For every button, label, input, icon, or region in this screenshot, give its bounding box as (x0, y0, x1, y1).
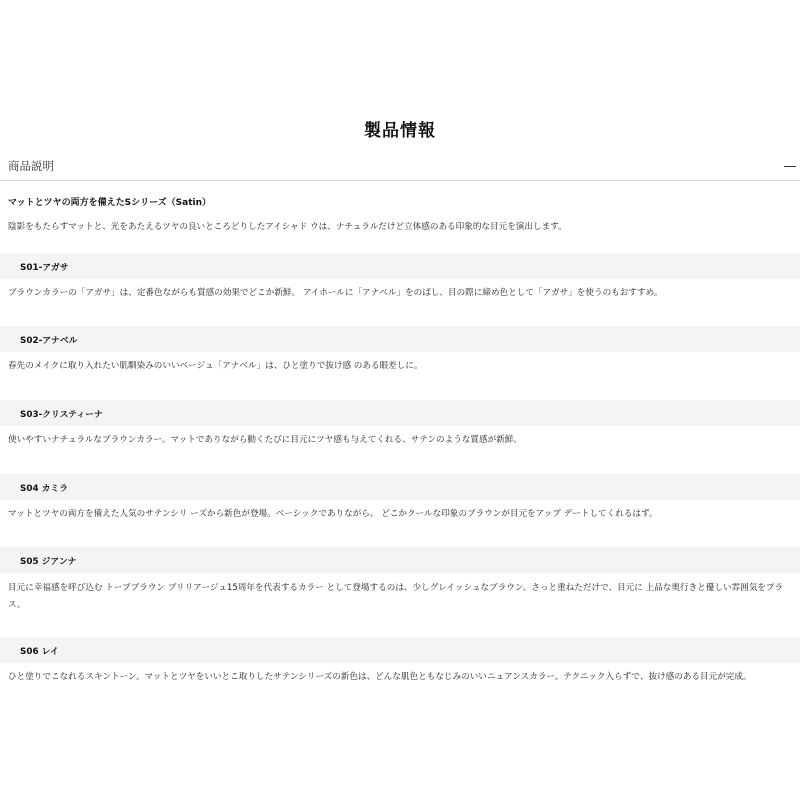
shade-name: S01-アガサ (20, 263, 69, 273)
shade-heading-band (0, 253, 800, 279)
shade-name: S03-クリスティーナ (20, 410, 103, 420)
series-heading: マットとツヤの両方を備えたSシリーズ（Satin） (8, 198, 212, 208)
product-description-accordion-header[interactable] (0, 152, 800, 181)
accordion-label: 商品説明 (8, 159, 54, 173)
shade-description: ブラウンカラーの「アガサ」は、定番色ながらも質感の効果でどこか新鮮。 アイホールに「アナベル」をのばし、目の際に締め色として「アガサ」を使うのもおすすめ。 (8, 288, 663, 298)
shade-name: S06 レイ (20, 647, 59, 657)
shade-name: S05 ジアンナ (20, 557, 77, 567)
shade-description: 目元に幸福感を呼び込む トーブブラウン ブリリアージュ15周年を代表するカラー として登場するのは、少しグレイッシュなブラウン。さっと重ねただけで、目元に 上品な奥行きと優しい雰囲気をプラス。 (8, 583, 784, 610)
shade-description: 春先のメイクに取り入れたい肌馴染みのいいベージュ「アナベル」は、ひと塗りで抜け感 のある眼差しに。 (8, 361, 423, 371)
page-title: 製品情報 (364, 121, 436, 141)
shade-heading-band (0, 326, 800, 352)
shade-name: S04 カミラ (20, 484, 69, 494)
series-description: 陰影をもたらすマットと、光をあたえるツヤの良いところどりしたアイシャド ウは、ナチュラルだけど立体感のある印象的な目元を演出します。 (8, 222, 567, 232)
shade-description: マットとツヤの両方を備えた人気のサテンシリ ーズから新色が登場。ベーシックでありながら、 どこかクールな印象のブラウンが目元をアップ デートしてくれるはず。 (8, 509, 658, 519)
shade-heading-band (0, 400, 800, 426)
shade-heading-band (0, 637, 800, 663)
shade-heading-band (0, 474, 800, 500)
shade-description: ひと塗りでこなれるスキントーン。マットとツヤをいいとこ取りしたサテンシリーズの新色は、どんな肌色ともなじみのいいニュアンスカラー。テクニック入らずで、抜け感のある目元が完成。 (8, 672, 752, 682)
minus-icon[interactable] (782, 159, 798, 175)
shade-description: 使いやすいナチュラルなブラウンカラー。マットでありながら動くたびに目元にツヤ感も与えてくれる、サテンのような質感が新鮮。 (8, 435, 522, 445)
shade-heading-band (0, 547, 800, 573)
shade-name: S02-アナベル (20, 336, 78, 346)
